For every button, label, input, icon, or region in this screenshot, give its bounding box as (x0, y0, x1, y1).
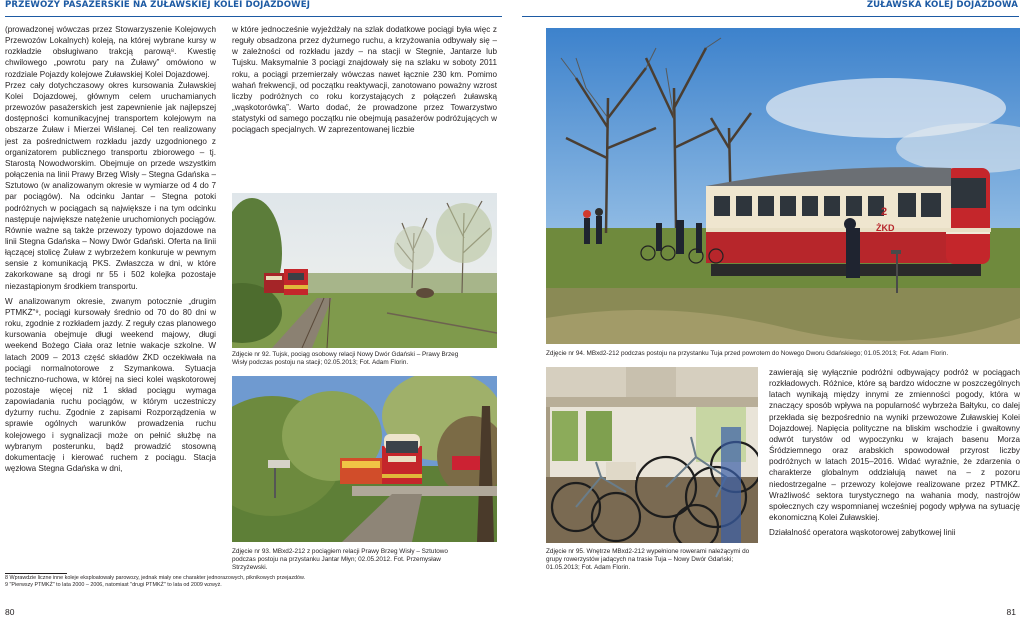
page-number-right: 81 (1006, 607, 1016, 617)
paragraph: W analizowanym okresie, zwanym potocznie „drugim PTMKŻ”⁹, pociągi kursowały średnio od 70 do 80 dni w roku, zgodnie z rozkładem jazdy. Z reguły czas planowego kursowania obejmuje długi weekend majowy, długi weekend Bożego Ciała oraz letnie wakacje szkolne. W latach 2009 – 2013 część składów ŻKD oczekiwała na pociągi normalnotorowe z Szymankowa. Sytuacja techniczno-ruchowa, w której na sieci kolei wąskotorowej pozostaje więcej niż 1 skład pociągu wymaga zapowiadania ruchu pociągów, w którym uczestniczy dyżurny ruchu. Zgodnie z zapisami Rozporządzenia w sprawie ogólnych warunków prowadzenia ruchu kolejowego i sygnalizacji może on pełnić służbę na wybranym posterunku, bądź prowadzić stosowną dokumentację i kierować ruchem z pociągu. Stacja węzłowa Stegna Gdańska w dni, (5, 296, 216, 474)
footnote-8: 8 Wprawdzie liczne inne koleje eksploatowały parowozy, jednak miały one charakter jednorazowych, piknikowych przejazdów. (5, 575, 306, 581)
text-column-1 (5, 24, 216, 572)
paragraph: zawierają się wyłącznie podróżni odbywający podróż w pociągach rozkładowych. Różnice, które są bardzo widoczne w poszczególnych latach wynikają między innymi ze zmienności pogody, która w znaczący sposób wpływa na popularność wybrzeża Bałtyku, co dalej przekłada się bezpośrednio na wyniki przewozowe Żuławskiej Kolei Dojazdowej. Napięcia polityczne na bliskim wschodzie i gwałtowny odwrót turystów od wypoczynku w krajach basenu Morza Śródziemnego oraz arabskich spowodował przyrost liczby podróżnych w latach 2015–2016. Widać wyraźnie, że zdarzenia o charakterze globalnym oddziałują nawet na – z pozoru niedostrzegalne – przewozy kolejowe realizowane przez PTMKŻ. Wrażliwość sektora turystycznego na wahania mody, nastrojów społecznych czy wspomnianej wcześniej pogody wpływa na sytuację ekonomiczną Kolei Żuławskiej. (769, 368, 1020, 523)
caption-94: Zdjęcie nr 94. MBxd2-212 podczas postoju na przystanku Tuja przed powrotem do Nowego Dworu Gdańskiego; 01.05.2013; Fot. Adam Florin. (546, 350, 949, 357)
text-column-2 (232, 24, 497, 184)
paragraph: Przez cały dotychczasowy okres kursowania Żuławskiej Kolei Dojazdowej, głównym celem uruchamianych przewozów pasażerskich jest zapewnienie jak najlepszej dostępności komunikacyjnej transportem kolejowym na obszarze Żuław i Mierzei Wiślanej. Cel ten realizowany jest za pośrednictwem rozkładu jazdy uzgodnionego z organizatorem publicznego transportu zbiorowego – tj. Starostą Nowodworskim. Obejmuje on przede wszystkim połączenia na linii Prawy Brzeg Wisły – Stegna Gdańska – Sztutowo (w analizowanym okresie w wymiarze od 4 do 7 par pociągów). Na odcinku Jantar – Stegna potoki podróżnych w pociągach są największe i na tym odcinku następuje największe natężenie uruchomionych pociągów. Równie ważne są także przewozy typowo dojazdowe na linii Stegna Gdańska – Nowy Dwór Gdański. Oferta na linii łączącej stolicę Żuław z wybrzeżem konkuruje w pewnym sensie z komunikacją PKS. Zwłaszcza w dni, w które zakorkowane są drogi nr 55 i 502 kolejka pozostaje niezastąpionym środkiem transportu. (5, 80, 216, 291)
running-header-right: ŻUŁAWSKA KOLEJ DOJAZDOWA (866, 0, 1018, 10)
caption-92: Zdjęcie nr 92. Tujsk, pociąg osobowy relacji Nowy Dwór Gdański – Prawy Brzeg Wisły podczas postoju na stacji; 02.05.2013; Fot. Adam Florin. (232, 351, 459, 367)
text-column-4 (769, 367, 1020, 582)
photo-95 (546, 367, 758, 543)
caption-95: Zdjęcie nr 95. Wnętrze MBxd2-212 wypełnione rowerami należącymi do grupy rowerzystów jadących na trasie Tuja – Nowy Dwór Gdański; 01.05.2013; Fot. Adam Florin. (546, 548, 750, 572)
running-header-left: PRZEWOZY PASAŻERSKIE NA ŻUŁAWSKIEJ KOLEI DOJAZDOWEJ (5, 0, 311, 10)
railcar-number: 2 (881, 206, 888, 218)
railcar-mark: ŻKD (876, 223, 895, 233)
photo-94 (546, 28, 1020, 344)
footnote-rule (5, 573, 67, 574)
paragraph: (prowadzonej wówczas przez Stowarzyszenie Kolejowych Przewozów Lokalnych) koleją, na której wybrane kursy w rozkładzie obsługiwano trakcją parową⁸. Kwestię chwilowego „powrotu pary na Żuławy” omówiono w rozdziale Pojazdy kolejowe Żuławskiej Kolei Dojazdowej. (5, 25, 216, 79)
photo-92 (232, 193, 497, 348)
header-rule-left (5, 16, 502, 17)
paragraph: Działalność operatora wąskotorowej zabytkowej linii (769, 528, 956, 538)
paragraph: w które jednocześnie wyjeżdżały na szlak dodatkowe pociągi była więc z reguły obsadzona przez dyżurnego ruchu, a krzyżowania odbywały się – w zależności od rozkładu jazdy – na stacji w Stegnie, Jantarze lub Tujsku. Maksymalnie 3 pociągi znajdowały się na szlaku w soboty 2011 roku, a pociągi przemierzały wówczas nawet łącznie 230 km. Pomimo wahań frekwencji, od początku reaktywacji, zanotowano poważny wzrost liczby podróżnych co roku korzystających z połączeń żuławską „wąskotorówką”. Warto dodać, że prowadzone przez Towarzystwo statystyki od samego początku nie obejmują pasażerów podróżujących w pociągach specjalnych. W zaprezentowanej liczbie (232, 25, 497, 135)
page-number-left: 80 (5, 607, 15, 617)
header-rule-right (522, 16, 1019, 17)
footnote-9: 9 "Pierwszy PTMKŻ" to lata 2000 – 2006, natomiast "drugi PTMKŻ" to lata od 2009 wzwyż. (5, 582, 222, 588)
photo-93 (232, 376, 497, 542)
caption-93: Zdjęcie nr 93. MBxd2-212 z pociągiem relacji Prawy Brzeg Wisły – Sztutowo podczas postoju na przystanku Jantar Młyn; 02.05.2012. Fot. Przemysław Strzyżewski. (232, 548, 448, 572)
